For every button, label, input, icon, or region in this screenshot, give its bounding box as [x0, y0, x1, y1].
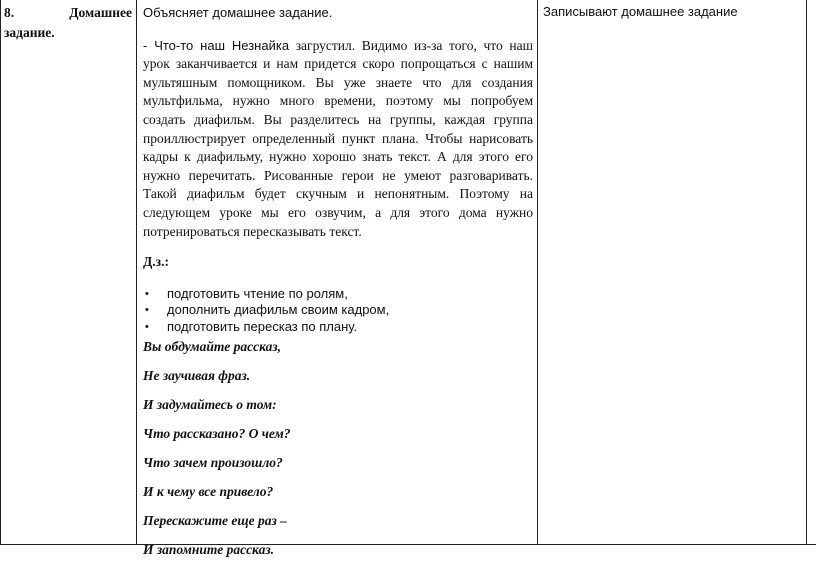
task-text: подготовить пересказ по плану.: [167, 318, 358, 334]
list-item: [143, 302, 533, 319]
stage-number: 8.: [4, 5, 15, 20]
homework-task-list: [143, 286, 533, 336]
poem-line: И к чему все привело?: [143, 484, 274, 500]
stage-title-word1: Домашнее: [69, 5, 132, 20]
bullet-dot-icon: •: [145, 287, 149, 300]
teacher-paragraph-lead: - Что-то наш Незнайка: [143, 37, 290, 53]
table-border-left: [0, 0, 1, 545]
poem-line: И задумайтесь о том:: [143, 397, 277, 413]
poem-line: Что рассказано? О чем?: [143, 426, 291, 442]
teacher-intro: Объясняет домашнее задание.: [143, 5, 333, 20]
poem-line: Перескажите еще раз –: [143, 513, 287, 529]
column-divider-1: [136, 0, 137, 545]
column-divider-2: [537, 0, 538, 545]
teacher-paragraph-body: загрустил. Видимо из-за того, что наш урок заканчивается и нам придется скоро попрощаться с нашим мультяшным помощником. Вы уже знаете что для создания мультфильма, нужно много времени, поэтому мы попробуем создать диафильм. Вы разделитесь на группы, каждая группа проиллюстрирует определенный пункт плана. Чтобы нарисовать кадры к диафильму, нужно хорошо знать текст. А для этого его нужно перечитать. Рисованные герои не умеют разговаривать. Такой диафильм будет скучным и непонятным. Поэтому на следующем уроке мы его озвучим, а для этого дома нужно потренироваться пересказывать текст.: [143, 37, 534, 239]
teacher-paragraph: [143, 37, 533, 242]
task-text: дополнить диафильм своим кадром,: [167, 302, 390, 318]
poem-block: [143, 337, 533, 559]
homework-label: Д.з.:: [143, 254, 169, 270]
stage-cell: [4, 3, 132, 43]
task-text: подготовить чтение по ролям,: [167, 285, 348, 301]
bullet-dot-icon: •: [145, 320, 149, 333]
table-border-right: [806, 0, 807, 545]
student-activity-cell: [543, 4, 803, 19]
poem-line: Вы обдумайте рассказ,: [143, 339, 281, 355]
student-activity-text: Записывают домашнее задание: [543, 4, 738, 19]
list-item: [143, 319, 533, 336]
bullet-dot-icon: •: [145, 304, 149, 317]
poem-line: Не заучивая фраз.: [143, 368, 251, 384]
stage-title-word2: задание.: [4, 25, 55, 40]
teacher-activity-cell: [143, 4, 533, 569]
poem-line: И запомните рассказ.: [143, 542, 274, 558]
list-item: [143, 286, 533, 303]
poem-line: Что зачем произошло?: [143, 455, 283, 471]
